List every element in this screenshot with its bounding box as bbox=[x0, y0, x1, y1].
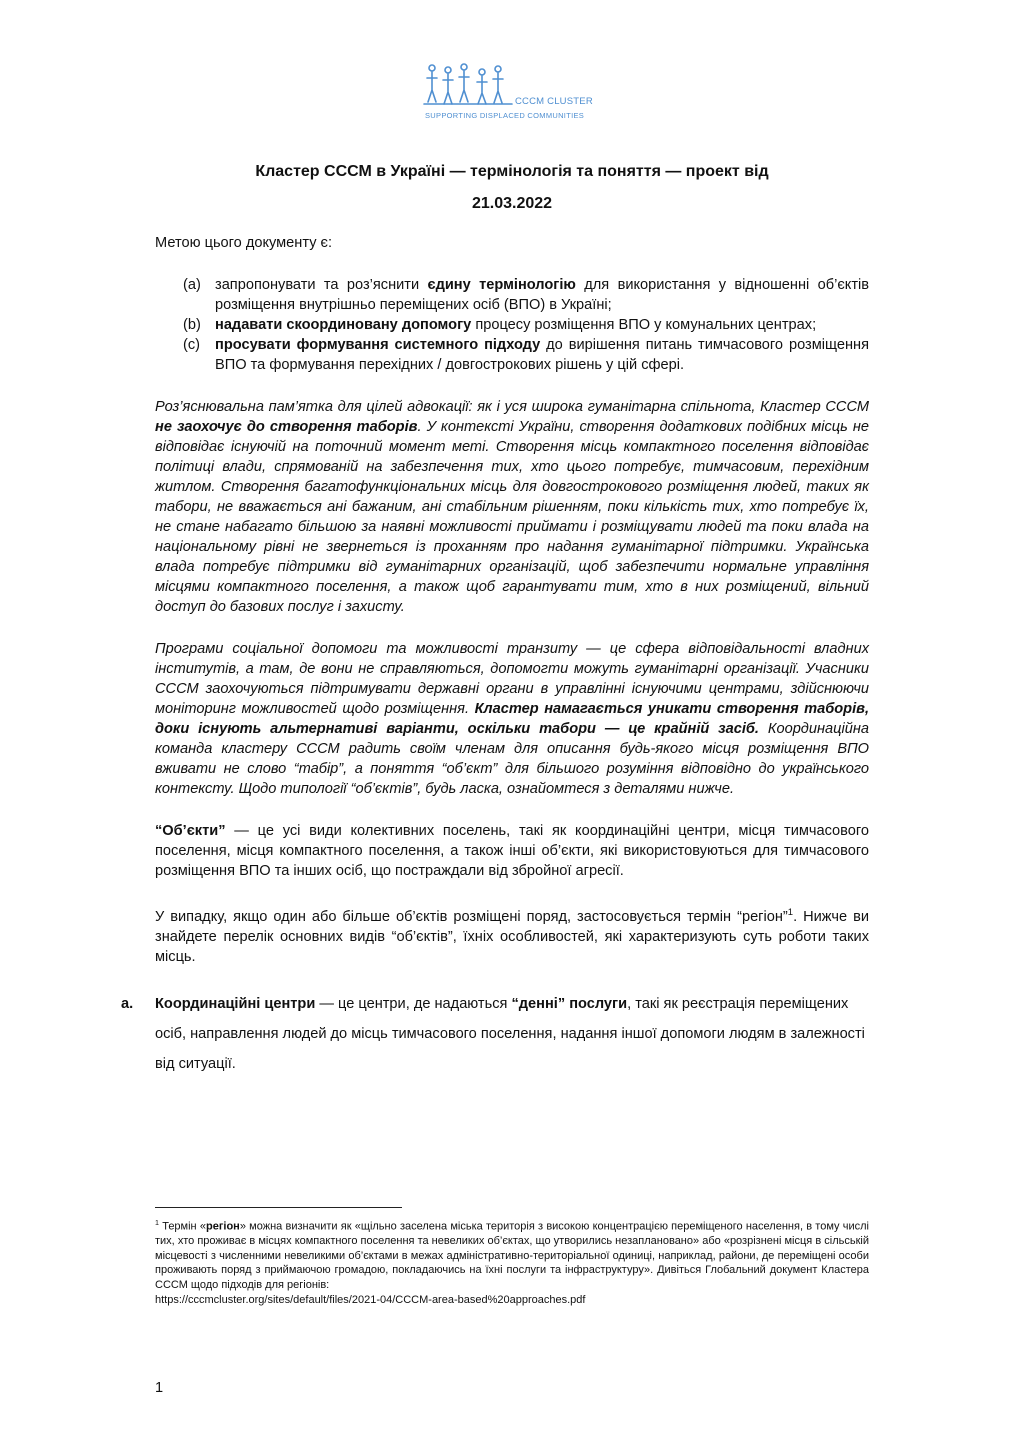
section-marker: a. bbox=[121, 995, 134, 1012]
page-number: 1 bbox=[155, 1380, 164, 1396]
section-text: Координаційні центри — це центри, де надаються “денні” послуги, такі як реєстрація переміщених осіб, направлення людей до місць тимчасового поселення, надання іншої допомоги людям в залежності від ситуації. bbox=[155, 995, 865, 1072]
title-line-2: 21.03.2022 bbox=[471, 195, 553, 212]
advocacy-paragraph-2: Програми соціальної допомоги та можливості транзиту — це сфера відповідальності владних інститутів, а там, де вони не справляються, допомогти можуть гуманітарні організації. Учасники СССМ заохочуються підтримувати державні органи в управлінні існуючими центрами, здійснюючи моніторинг можливостей щодо розміщення. Кластер намагається уникати створення таборів, доки існують альтернативі варіанти, оскільки табори — це крайній засіб. Координаційна команда кластеру СССМ радить своїм членам для описання будь-якого місця розміщення ВПО вживати не слово “табір”, а поняття “об’єкт” для більшого розуміння відповідно до українського контексту. Щодо типології “об’єктів”, будь ласка, ознайомтеся з деталями нижче. bbox=[155, 641, 869, 797]
intro-paragraph: Метою цього документу є: bbox=[155, 235, 333, 251]
aims-list bbox=[183, 275, 869, 375]
footnote-link[interactable]: https://cccmcluster.org/sites/default/files/2021-04/CCCM-area-based%20approaches.pdf bbox=[155, 1293, 586, 1306]
aim-marker: (c) bbox=[183, 337, 201, 353]
footnote: $^1$ Термін «регіон» можна визначити як «щільно заселена міська територія з високою концентрацією переміщеного населення, в тому числі тих, хто проживає в місцях компактного поселення та невеликих об’єктах, що утворились незаплановано» або «розрізнені місця в сільській місцевості з численними невеликими об’єктами в межах адміністративно-територіальної одиниці, наприклад, райони, де переміщені особи проживають поряд з приймаючою громадою, покладаючись на їхні послуги та інфраструктуру». Дивіться Глобальний документ Кластера СССМ щодо підходів для регіонів: https://cccmcluster.org/sites/default/files/2021-04/CCCM-area-based%20approaches.pdf bbox=[155, 1219, 869, 1306]
logo-name: CCCM CLUSTER bbox=[515, 96, 593, 107]
aim-item-b bbox=[183, 315, 869, 335]
aim-marker: (a) bbox=[183, 277, 201, 293]
footnote-ref[interactable]: 1 bbox=[787, 907, 794, 918]
logo-tagline: SUPPORTING DISPLACED COMMUNITIES bbox=[425, 111, 585, 120]
aim-item-c bbox=[183, 335, 869, 375]
document-body bbox=[121, 233, 870, 1079]
objects-definition: “Об’єкти” — це усі види колективних поселень, такі як координаційні центри, місця тимчасового поселення, місця компактного поселення, а також інші об’єкти, які використовуються для тимчасового розміщення ВПО та інших осіб, що постраждали від збройної агресії. bbox=[155, 823, 869, 879]
aim-text: запропонувати та роз’яснити єдину термінологію для використання у відношенні об’єктів розміщення внутрішньо переміщених осіб (ВПО) в Україні; bbox=[215, 277, 870, 313]
aim-item-a bbox=[183, 275, 869, 315]
document-title bbox=[155, 156, 869, 220]
title-line-1: Кластер СССМ в Україні — термінологія та поняття — проект від bbox=[255, 163, 769, 180]
aim-text: надавати скоординовану допомогу процесу розміщення ВПО у комунальних центрах; bbox=[215, 317, 817, 333]
aim-marker: (b) bbox=[183, 317, 201, 333]
advocacy-paragraph-1: Роз’яснювальна пам’ятка для цілей адвокації: як і уся широка гуманітарна спільнота, Кластер СССМ не заохочує до створення таборів. У контексті України, створення додаткових подібних місць не відповідає існуючій на поточний момент меті. Створення місць компактного поселення відповідає політиці влади, спрямованій на забезпечення тих, хто цього потребує, тимчасовим, перехідним житлом. Створення багатофункціональних місць для довгострокового розміщення людей, таких як табори, не вважається ані бажаним, ані стабільним рішенням, поки кількість тих, хто потребує їх, не стане набагато більшою за наявні можливості приймати і розміщувати людей та поки влада на національному рівні не звернеться із проханням про надання гуманітарної підтримки. Українська влада потребує підтримки від гуманітарних організацій, щоб забезпечити нормальне управління місцями компактного поселення, а також щоб гарантувати тим, хто в них розміщений, вільний доступ до базових послуг і захисту. bbox=[155, 399, 869, 615]
section-coordination-centres bbox=[121, 989, 869, 1079]
region-paragraph: У випадку, якщо один або більше об’єктів розміщені поряд, застосовується термін “регіон”$^1$. Нижче ви знайдете перелік основних видів “об’єктів”, їхніх особливостей, які характеризують суть роботи таких місць. bbox=[155, 907, 870, 965]
aim-text: просувати формування системного підходу до вирішення питань тимчасового розміщення ВПО та формування перехідних / довгострокових рішень у цій сфері. bbox=[215, 337, 869, 373]
footnote-divider bbox=[155, 1207, 402, 1208]
